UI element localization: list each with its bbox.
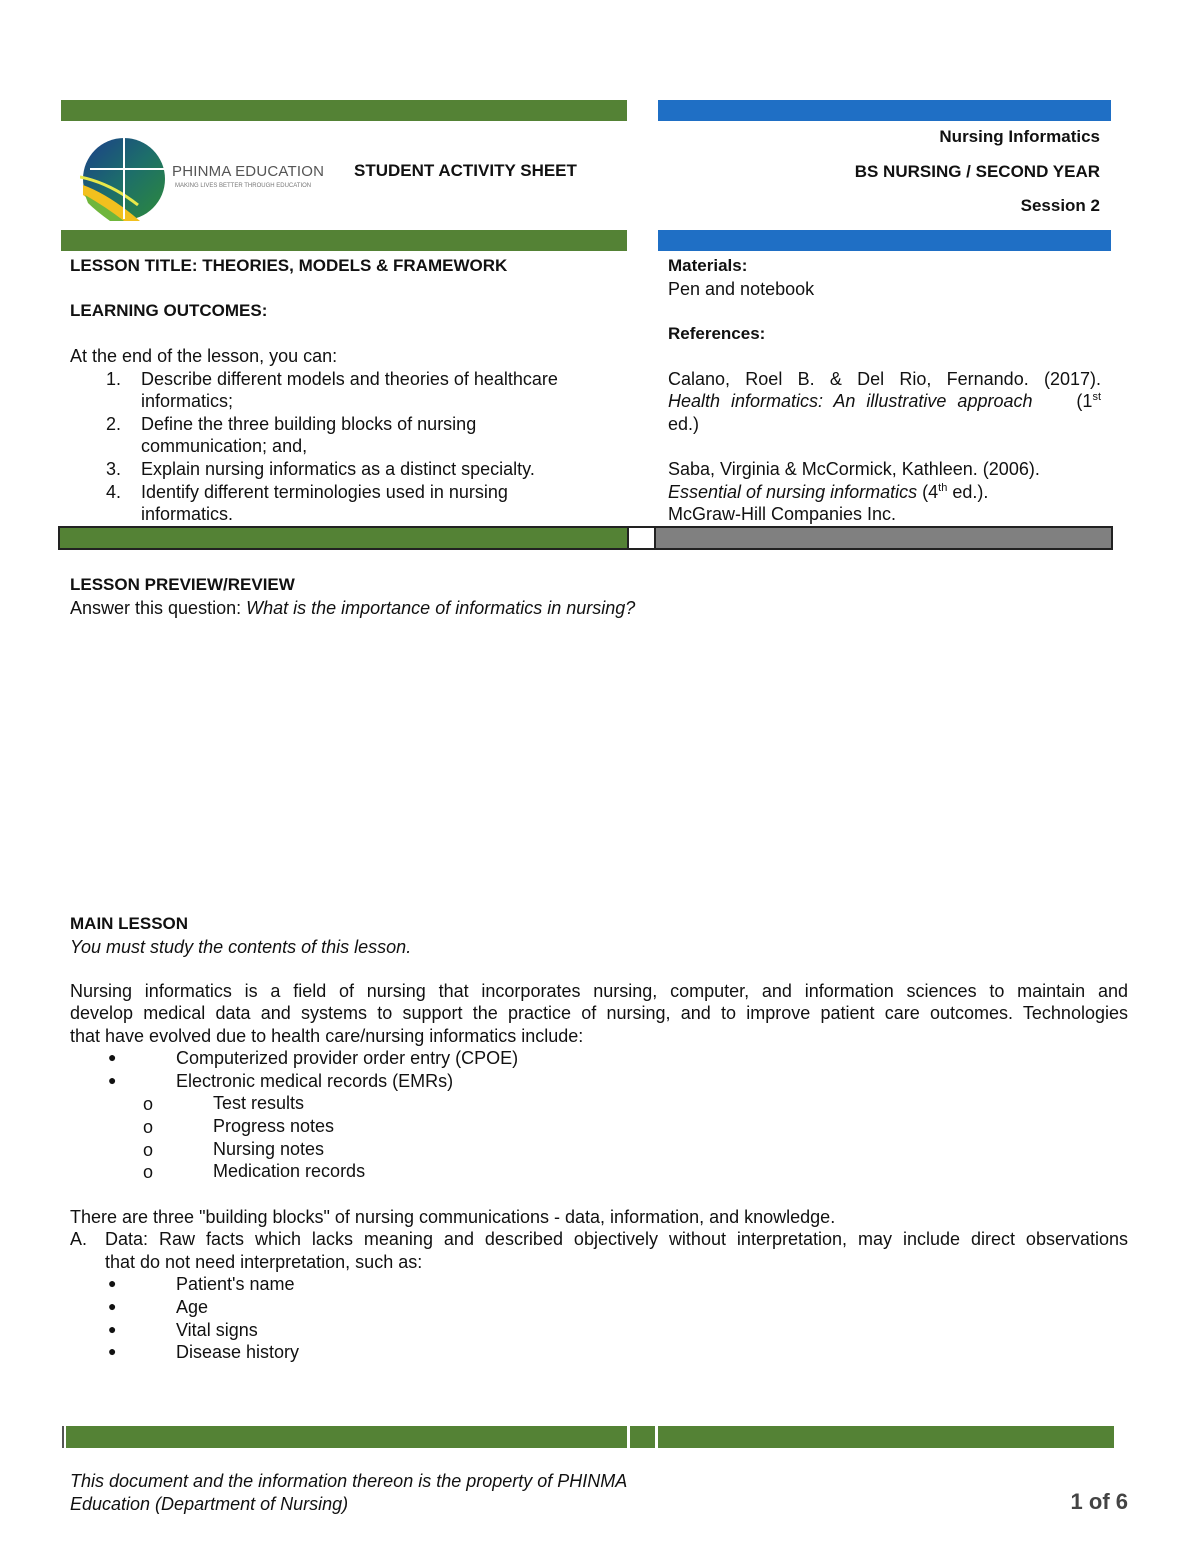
outcome-text-cont: communication; and,: [141, 436, 308, 456]
reference-1-authors: Calano, Roel B. & Del Rio, Fernando. (2017).: [668, 369, 1101, 389]
footer-frame-left: [62, 1426, 64, 1448]
main-lesson-heading: MAIN LESSON: [70, 914, 189, 933]
logo-text: PHINMA EDUCATION: [172, 163, 325, 180]
phinma-logo-icon: [80, 133, 168, 223]
table-divider: [654, 526, 656, 550]
table-divider: [627, 526, 629, 550]
footer-bar-left: [66, 1426, 627, 1448]
sub-bullet-marker: o: [143, 1094, 154, 1114]
sub-bullet-marker: o: [143, 1140, 154, 1160]
footer-bar-right: [658, 1426, 1114, 1448]
footer-disclaimer: This document and the information thereon is the property of PHINMA: [70, 1471, 628, 1491]
materials-heading: Materials:: [668, 256, 748, 275]
list-item: Disease history: [176, 1342, 300, 1362]
list-item: Vital signs: [176, 1320, 258, 1340]
page-number: 1 of 6: [1070, 1489, 1128, 1514]
preview-question-line: Answer this question: What is the importance of informatics in nursing?: [70, 598, 636, 618]
program-year: BS NURSING / SECOND YEAR: [854, 162, 1100, 181]
data-letter: A.: [70, 1229, 88, 1249]
preview-heading: LESSON PREVIEW/REVIEW: [70, 575, 295, 594]
course-name: Nursing Informatics: [939, 127, 1100, 146]
data-definition: Data: Raw facts which lacks meaning and described objectively without interpretation, may include direct observations: [105, 1229, 1128, 1249]
header-top-bar-left: [61, 100, 627, 121]
header-bottom-bar-left: [61, 230, 627, 251]
preview-question: What is the importance of informatics in nursing?: [246, 598, 636, 618]
references-heading: References:: [668, 324, 766, 343]
reference-1-edition-end: ed.): [668, 414, 700, 434]
paragraph-line: that have evolved due to health care/nursing informatics include:: [70, 1026, 584, 1046]
sub-bullet-marker: o: [143, 1117, 154, 1137]
materials-value: Pen and notebook: [668, 279, 815, 299]
sub-bullet-marker: o: [143, 1162, 154, 1182]
reference-1-edition: (1st: [1076, 391, 1101, 411]
bullet-icon: ●: [108, 1298, 117, 1314]
outcome-text: Explain nursing informatics as a distinct specialty.: [141, 459, 535, 479]
session-number: Session 2: [1020, 196, 1100, 215]
outcome-text-cont: informatics;: [141, 391, 234, 411]
bullet-icon: ●: [108, 1049, 117, 1065]
outcome-number: 2.: [106, 414, 122, 434]
paragraph-line: Nursing informatics is a field of nursing that incorporates nursing, computer, and information sciences to maintain and: [70, 981, 1128, 1001]
reference-2-publisher: McGraw-Hill Companies Inc.: [668, 504, 897, 524]
bullet-icon: ●: [108, 1072, 117, 1088]
paragraph-line: develop medical data and systems to support the practice of nursing, and to improve patient care outcomes. Technologies: [70, 1003, 1128, 1023]
list-item: Patient's name: [176, 1274, 295, 1294]
learning-outcomes-heading: LEARNING OUTCOMES:: [70, 301, 268, 320]
header-bottom-bar-right: [658, 230, 1111, 251]
header-top-bar-right: [658, 100, 1111, 121]
outcome-text: Define the three building blocks of nursing: [141, 414, 477, 434]
sub-list-item: Medication records: [213, 1161, 366, 1181]
lesson-title: LESSON TITLE: THEORIES, MODELS & FRAMEWORK: [70, 256, 508, 275]
sheet-title: STUDENT ACTIVITY SHEET: [354, 161, 577, 180]
table-bottom-bar-right: [656, 528, 1111, 548]
bullet-icon: ●: [108, 1321, 117, 1337]
outcomes-intro: At the end of the lesson, you can:: [70, 346, 338, 366]
reference-1-title: Health informatics: An illustrative approach: [668, 391, 1033, 411]
building-blocks-text: There are three "building blocks" of nursing communications - data, information, and knowledge.: [70, 1207, 836, 1227]
sub-list-item: Nursing notes: [213, 1139, 325, 1159]
bullet-icon: ●: [108, 1275, 117, 1291]
footer-disclaimer-cont: Education (Department of Nursing): [70, 1494, 349, 1514]
list-item: Computerized provider order entry (CPOE): [176, 1048, 519, 1068]
sub-list-item: Test results: [213, 1093, 305, 1113]
sub-list-item: Progress notes: [213, 1116, 335, 1136]
logo-tagline: MAKING LIVES BETTER THROUGH EDUCATION: [175, 183, 312, 189]
outcome-number: 4.: [106, 482, 122, 502]
reference-2-title: Essential of nursing informatics: [668, 482, 918, 502]
outcome-number: 1.: [106, 369, 122, 389]
outcome-text: Describe different models and theories of healthcare: [141, 369, 558, 389]
list-item: Age: [176, 1297, 209, 1317]
reference-2-authors: Saba, Virginia & McCormick, Kathleen. (2006).: [668, 459, 1040, 479]
footer-bar-middle: [630, 1426, 655, 1448]
bullet-icon: ●: [108, 1343, 117, 1359]
data-definition-cont: that do not need interpretation, such as:: [105, 1252, 423, 1272]
list-item: Electronic medical records (EMRs): [176, 1071, 454, 1091]
reference-2-title-line: Essential of nursing informatics (4th ed.).: [668, 482, 989, 502]
outcome-text: Identify different terminologies used in nursing: [141, 482, 508, 502]
phinma-logo: [80, 133, 330, 225]
outcome-number: 3.: [106, 459, 122, 479]
reference-1-title-line: [668, 390, 1101, 412]
outcome-text-cont: informatics.: [141, 504, 234, 524]
main-lesson-instruction: You must study the contents of this lesson.: [70, 937, 412, 957]
table-bottom-bar-left: [60, 528, 627, 548]
